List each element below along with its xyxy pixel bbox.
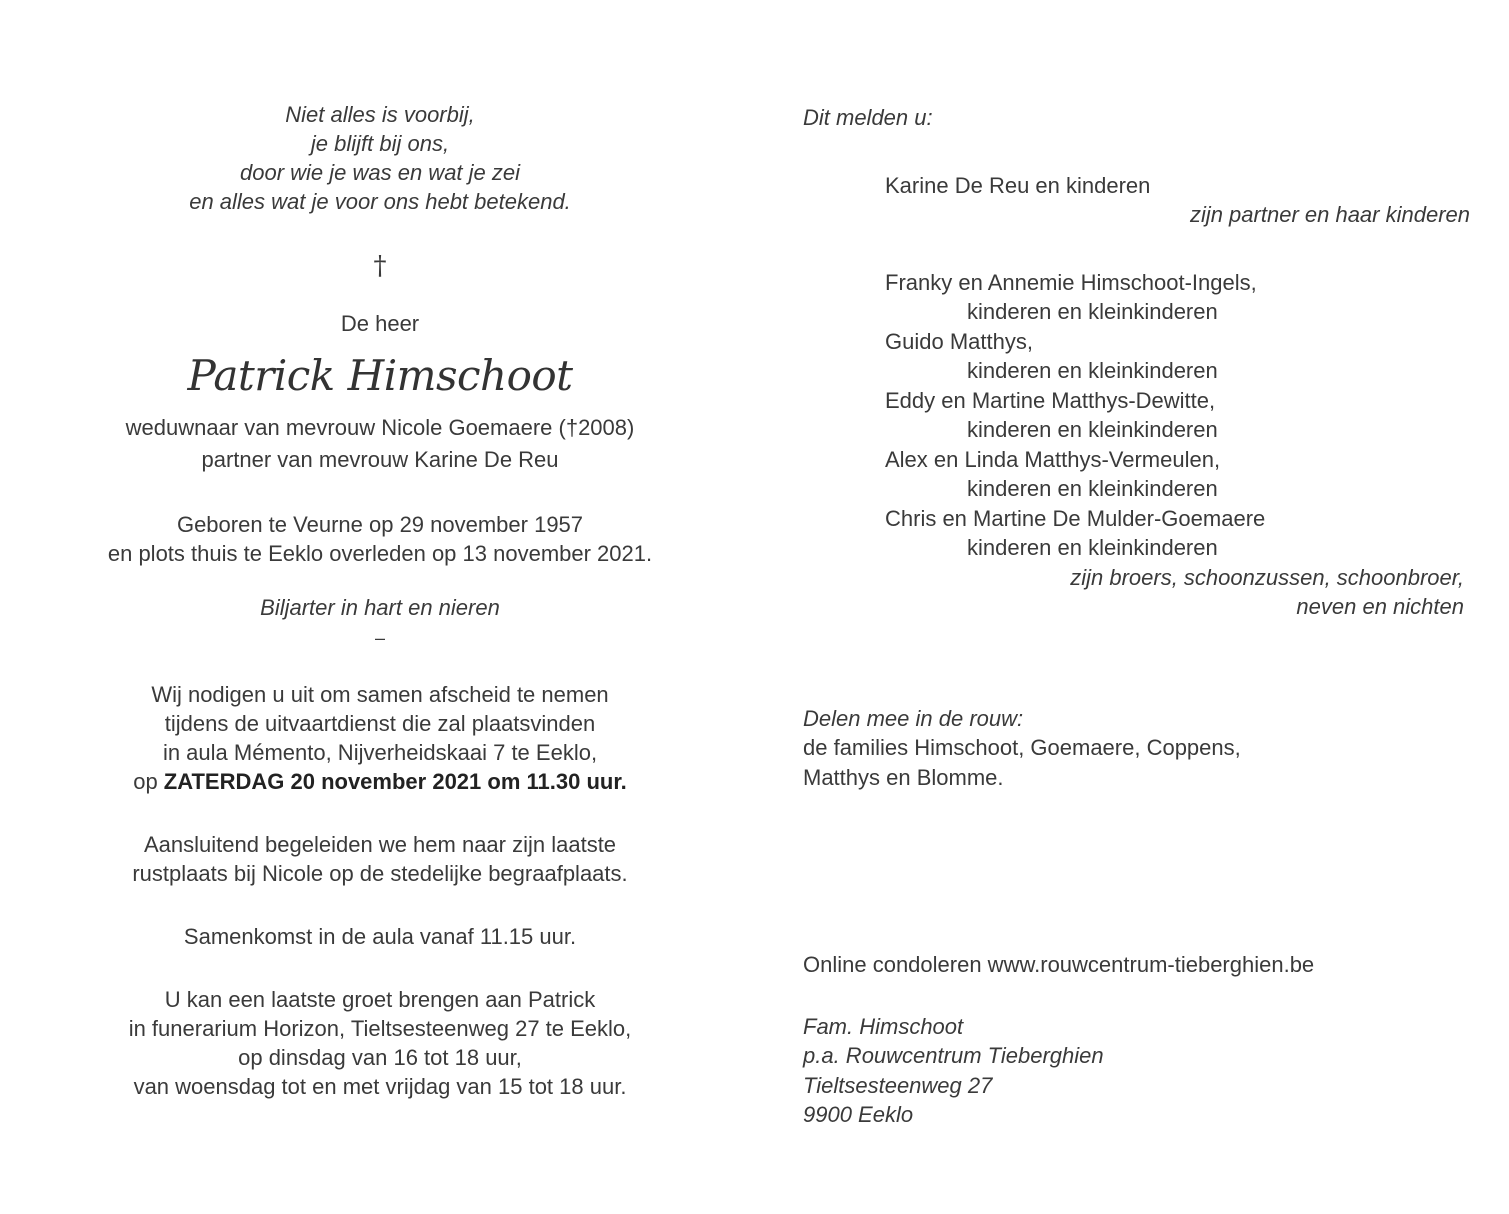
service-date: ZATERDAG 20 november 2021 om 11.30 uur. [163,769,627,794]
mourning-heading: Delen mee in de rouw: [803,705,1024,731]
poem-line: en alles wat je voor ons hebt betekend. [189,189,571,214]
invitation-date [60,767,700,796]
death-line: en plots thuis te Eeklo overleden op 13 november 2021. [107,541,653,566]
address-line: Tieltsesteenweg 27 [803,1072,993,1098]
poem-line: door wie je was en wat je zei [239,160,521,185]
family-member: Chris en Martine De Mulder-Goemaere [885,505,1266,531]
address-line: 9900 Eeklo [803,1102,914,1127]
family-member: Guido Matthys, [885,328,1033,354]
invitation-line: Wij nodigen u uit om samen afscheid te nemen [151,682,609,707]
gathering: Samenkomst in de aula vanaf 11.15 uur. [183,924,577,949]
family-member: Alex en Linda Matthys-Vermeulen, [885,446,1221,472]
announce-heading: Dit melden u: [803,105,933,130]
family-sub: kinderen en kleinkinderen [967,476,1218,501]
mourning-line: Matthys en Blomme. [803,764,1004,790]
greeting-line: in funerarium Horizon, Tieltsesteenweg 27 te Eeklo, [128,1016,632,1041]
family-role: zijn broers, schoonzussen, schoonbroer, [1070,564,1464,590]
family-sub: kinderen en kleinkinderen [967,535,1218,560]
invitation-line: in aula Mémento, Nijverheidskaai 7 te Eeklo, [162,740,598,765]
partner-name: Karine De Reu en kinderen [885,172,1151,198]
family-list [803,268,1473,622]
family-member: Eddy en Martine Matthys-Dewitte, [885,387,1216,413]
greeting-line: U kan een laatste groet brengen aan Patrick [164,987,596,1012]
left-column [60,100,700,1101]
address-line: p.a. Rouwcentrum Tieberghien [803,1043,1104,1068]
burial [60,830,700,888]
relation-line: weduwnaar van mevrouw Nicole Goemaere (†2008) [125,415,635,440]
burial-line: Aansluitend begeleiden we hem naar zijn laatste [143,832,617,857]
motto: Biljarter in hart en nieren [260,595,500,620]
online-condolence: Online condoleren www.rouwcentrum-tieberghien.be [803,952,1315,977]
family-member: Franky en Annemie Himschoot-Ingels, [885,269,1257,295]
separator: – [374,628,385,648]
partner-block [803,171,1473,230]
family-sub: kinderen en kleinkinderen [967,417,1218,442]
date-prefix: op [133,769,164,794]
birth-line: Geboren te Veurne op 29 november 1957 [176,512,584,537]
last-greeting [60,985,700,1101]
greeting-line: op dinsdag van 16 tot 18 uur, [238,1045,522,1070]
partner-role: zijn partner en haar kinderen [1189,202,1470,227]
honorific: De heer [340,311,420,336]
right-column [803,103,1473,1130]
mourning-line: de families Himschoot, Goemaere, Coppens, [803,735,1241,760]
address-line: Fam. Himschoot [803,1013,964,1039]
invitation [60,680,700,796]
cross-icon: † [373,251,387,281]
birth-death [60,510,700,568]
relation-line: partner van mevrouw Karine De Reu [201,447,559,472]
invitation-line: tijdens de uitvaartdienst die zal plaatsvinden [164,711,596,736]
burial-line: rustplaats bij Nicole op de stedelijke begraafplaats. [132,861,628,886]
greeting-line: van woensdag tot en met vrijdag van 15 tot 18 uur. [133,1074,627,1099]
family-sub: kinderen en kleinkinderen [967,358,1218,383]
mourning-block [803,704,1473,793]
deceased-name: Patrick Himschoot [187,351,573,400]
relations [60,412,700,476]
contact-address [803,1012,1473,1130]
family-role: neven en nichten [1296,594,1464,619]
family-sub: kinderen en kleinkinderen [967,299,1218,324]
poem-line: je blijft bij ons, [310,131,450,156]
poem [60,100,700,216]
poem-line: Niet alles is voorbij, [285,102,475,127]
